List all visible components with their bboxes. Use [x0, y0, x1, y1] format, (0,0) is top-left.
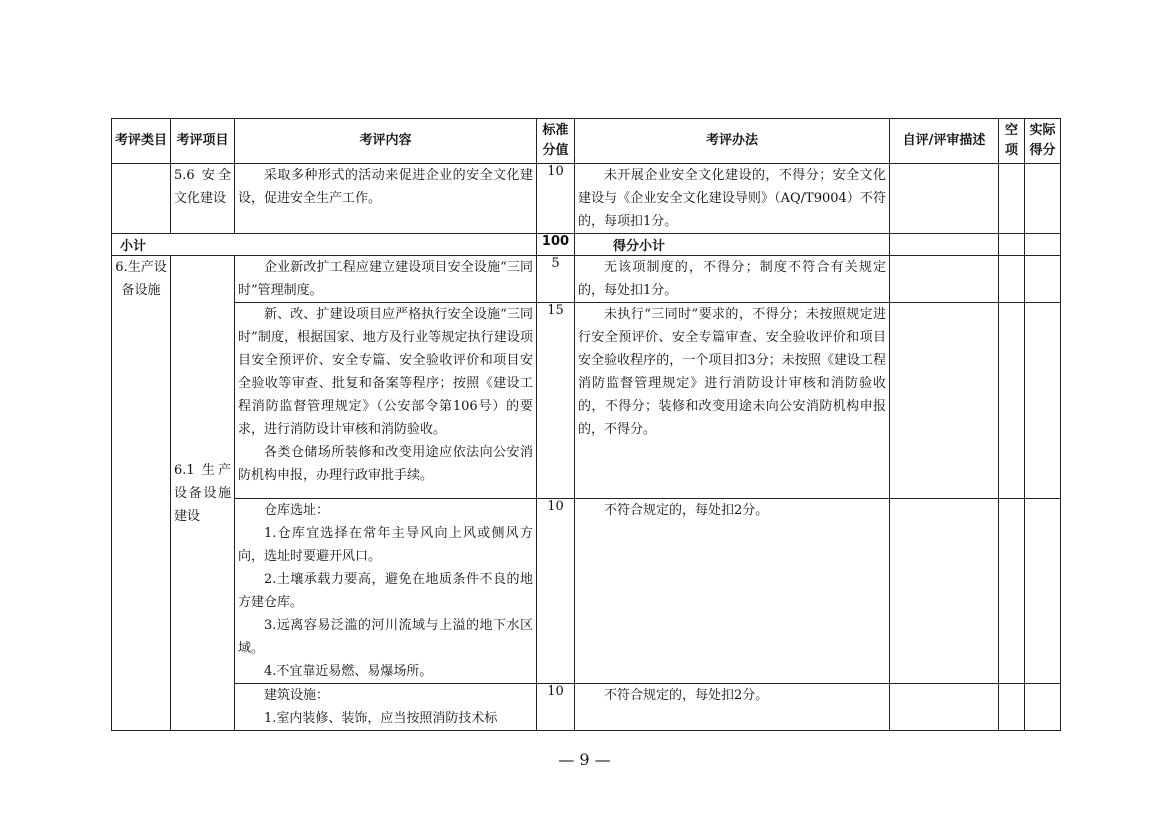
score-cell: 10 [537, 684, 575, 731]
empty-cell [999, 499, 1025, 684]
actual-cell [1025, 164, 1061, 234]
evaluation-table [111, 118, 1061, 731]
actual-cell [1025, 256, 1061, 303]
method-cell: 无该项制度的，不得分；制度不符合有关规定的，每处扣1分。 [575, 256, 890, 303]
content-cell: 企业新改扩工程应建立建设项目安全设施“三同时”管理制度。 [235, 256, 537, 303]
empty-cell [999, 303, 1025, 499]
method-cell: 不符合规定的，每处扣2分。 [575, 684, 890, 731]
table-row [112, 499, 1061, 684]
score-cell: 15 [537, 303, 575, 499]
item-cell: 6.1 生产设备设施建设 [171, 256, 235, 731]
content-cell: 建筑设施： 1.室内装修、装饰，应当按照消防技术标 [235, 684, 537, 731]
category-cell [112, 164, 171, 234]
method-cell: 未开展企业安全文化建设的，不得分；安全文化建设与《企业安全文化建设导则》（AQ/T9004）不符的，每项扣1分。 [575, 164, 890, 234]
method-cell: 未执行“三同时”要求的，不得分；未按照规定进行安全预评价、安全专篇审查、安全验收评价和项目安全验收程序的，一个项目扣3分；未按照《建设工程消防监督管理规定》进行消防设计审核和消防验收的，不得分；装修和改变用途未向公安消防机构申报的，不得分。 [575, 303, 890, 499]
self-eval-cell [890, 256, 999, 303]
subtotal-row [112, 234, 1061, 256]
header-score: 标准分值 [537, 119, 575, 164]
subtotal-label: 小计 [112, 234, 537, 256]
table-row [112, 164, 1061, 234]
header-method: 考评办法 [575, 119, 890, 164]
content-cell: 仓库选址： 1.仓库宜选择在常年主导风向上风或侧风方向，选址时要避开风口。 2.土壤承载力要高，避免在地质条件不良的地方建仓库。 3.远离容易泛滥的河川流域与上溢的地下水区域。 4.不宜靠近易燃、易爆场所。 [235, 499, 537, 684]
score-cell: 10 [537, 164, 575, 234]
self-eval-cell [890, 234, 999, 256]
category-cell: 6.生产设备设施 [112, 256, 171, 731]
subtotal-score: 100 [537, 234, 575, 256]
table-row [112, 684, 1061, 731]
actual-cell [1025, 234, 1061, 256]
actual-cell [1025, 684, 1061, 731]
empty-cell [999, 684, 1025, 731]
self-eval-cell [890, 684, 999, 731]
header-actual: 实际得分 [1025, 119, 1061, 164]
header-row [112, 119, 1061, 164]
subtotal-method-label: 得分小计 [575, 234, 890, 256]
header-category: 考评类目 [112, 119, 171, 164]
actual-cell [1025, 303, 1061, 499]
self-eval-cell [890, 499, 999, 684]
table-row [112, 256, 1061, 303]
score-cell: 5 [537, 256, 575, 303]
empty-cell [999, 234, 1025, 256]
header-empty: 空项 [999, 119, 1025, 164]
empty-cell [999, 164, 1025, 234]
content-cell: 采取多种形式的活动来促进企业的安全文化建设，促进安全生产工作。 [235, 164, 537, 234]
empty-cell [999, 256, 1025, 303]
header-content: 考评内容 [235, 119, 537, 164]
self-eval-cell [890, 303, 999, 499]
page-number: — 9 — [558, 750, 611, 769]
header-item: 考评项目 [171, 119, 235, 164]
score-cell: 10 [537, 499, 575, 684]
actual-cell [1025, 499, 1061, 684]
table-row [112, 303, 1061, 499]
header-self-eval: 自评/评审描述 [890, 119, 999, 164]
method-cell: 不符合规定的，每处扣2分。 [575, 499, 890, 684]
item-cell: 5.6 安全文化建设 [171, 164, 235, 234]
content-cell: 新、改、扩建设项目应严格执行安全设施“三同时”制度，根据国家、地方及行业等规定执行建设项目安全预评价、安全专篇、安全验收评价和项目安全验收等审查、批复和备案等程序；按照《建设工程消防监督管理规定》（公安部令第106号）的要求，进行消防设计审核和消防验收。 各类仓储场所装修和改变用途应依法向公安消防机构申报，办理行政审批手续。 [235, 303, 537, 499]
self-eval-cell [890, 164, 999, 234]
